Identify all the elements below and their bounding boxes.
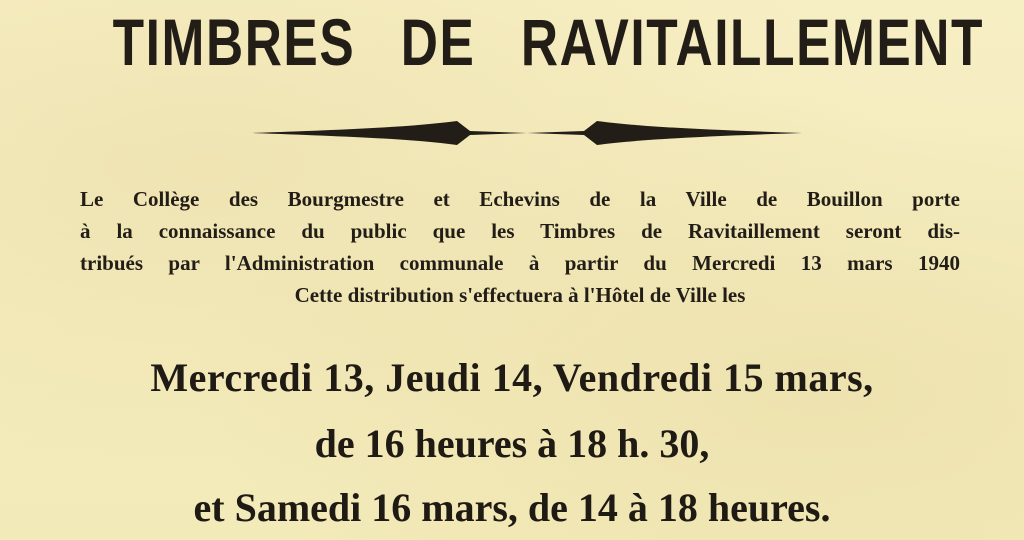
schedule-hours: de 16 heures à 18 h. 30, <box>314 421 710 466</box>
intro-line-3: tribués par l'Administration communale à partir du Mercredi 13 mars 1940 <box>80 251 960 275</box>
intro-line-1: Le Collège des Bourgmestre et Echevins de la Ville de Bouillon porte <box>80 187 960 211</box>
poster-title: TIMBRES DE RAVITAILLEMENT <box>112 5 985 79</box>
intro-line-4: Cette distribution s'effectuera à l'Hôtel de Ville les <box>294 283 746 307</box>
double-arrow-divider-icon <box>252 118 802 148</box>
schedule-days: Mercredi 13, Jeudi 14, Vendredi 15 mars, <box>150 355 874 400</box>
schedule-saturday: et Samedi 16 mars, de 14 à 18 heures. <box>193 485 831 530</box>
intro-paragraph <box>80 183 960 311</box>
intro-line-2: à la connaissance du public que les Timbres de Ravitaillement seront dis- <box>80 219 960 243</box>
